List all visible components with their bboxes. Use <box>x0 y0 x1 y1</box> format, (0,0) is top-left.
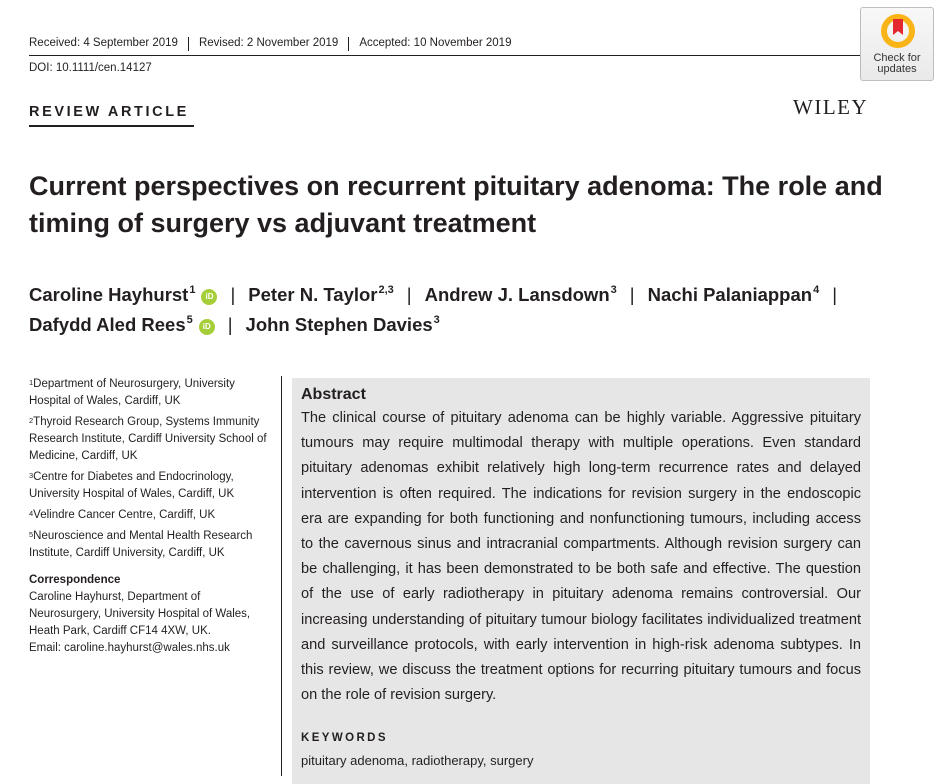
orcid-icon[interactable]: iD <box>199 319 215 335</box>
affiliations <box>29 376 274 657</box>
received-date: Received: 4 September 2019 <box>29 37 178 49</box>
author[interactable]: Andrew J. Lansdown$^3$ <box>424 284 617 305</box>
publisher-logo: WILEY <box>793 95 869 119</box>
crossmark-icon <box>880 13 916 49</box>
author[interactable]: Nachi Palaniappan$^4$ <box>647 284 820 305</box>
affiliation: $^4$Velindre Cancer Centre, Cardiff, UK <box>29 509 216 521</box>
check-for-updates-label: Check for updates <box>873 52 921 75</box>
affiliation: $^1$Department of Neurosurgery, University Hospital of Wales, Cardiff, UK <box>29 378 235 407</box>
revised-date: Revised: 2 November 2019 <box>198 37 339 49</box>
correspondence-email[interactable]: Email: caroline.hayhurst@wales.nhs.uk <box>29 642 230 654</box>
keywords: pituitary adenoma, radiotherapy, surgery <box>301 753 534 769</box>
affiliation: $^3$Centre for Diabetes and Endocrinology, University Hospital of Wales, Cardiff, UK <box>29 471 235 500</box>
doi[interactable]: DOI: 10.1111/cen.14127 <box>29 62 152 74</box>
author-separator: | <box>230 284 236 305</box>
header-rule <box>29 55 869 56</box>
abstract-body: The clinical course of pituitary adenoma can be highly variable. Aggressive pituitary tumours may require multimodal therapy with multiple operations. Even standard pituitary adenomas exhibit relatively high long-term recurrence rates and delayed intervention is often required. The indications for revision surgery in the endoscopic era are expanding for both functioning and nonfunctioning tumours, including access to the cavernous sinus and intracranial compartments. Although revision surgery can be challenging, it has been demonstrated to be both safe and effective. The question of the use of early radiotherapy in pituitary adenoma remains controversial. Our increasing understanding of pituitary tumour biology facilitates individualized treatment and surveillance protocols, with early intervention in high-risk adenoma subtypes. In this review, we discuss the treatment options for recurring pituitary tumours and focus on the role of revision surgery. <box>301 410 861 704</box>
correspondence-text: Caroline Hayhurst, Department of Neurosurgery, University Hospital of Wales, Heath Park, Cardiff CF14 4XW, UK. <box>29 591 251 637</box>
correspondence-heading: Correspondence <box>29 574 121 586</box>
affiliation: $^5$Neuroscience and Mental Health Research Institute, Cardiff University, Cardiff, UK <box>29 530 253 559</box>
author-separator: | <box>227 314 233 335</box>
author[interactable]: Caroline Hayhurst$^1$ <box>29 284 196 305</box>
abstract-heading: Abstract <box>301 386 366 403</box>
orcid-icon[interactable]: iD <box>201 289 217 305</box>
author[interactable]: Dafydd Aled Rees$^5$ <box>29 314 193 335</box>
column-divider <box>281 376 282 776</box>
article-type-underline <box>29 125 194 127</box>
author[interactable]: Peter N. Taylor$^{2,3}$ <box>248 284 394 305</box>
date-separator <box>348 37 349 51</box>
publication-dates <box>29 37 511 51</box>
author-separator: | <box>406 284 412 305</box>
author[interactable]: John Stephen Davies$^3$ <box>245 314 440 335</box>
affiliation: $^2$Thyroid Research Group, Systems Immunity Research Institute, Cardiff University School of Medicine, Cardiff, UK <box>29 416 267 462</box>
accepted-date: Accepted: 10 November 2019 <box>359 37 512 49</box>
author-separator: | <box>629 284 635 305</box>
date-separator <box>188 37 189 51</box>
author-separator: | <box>832 284 838 305</box>
check-for-updates-button[interactable] <box>860 7 934 81</box>
abstract-box <box>292 378 870 784</box>
article-title: Current perspectives on recurrent pituitary adenoma: The role and timing of surgery vs adjuvant treatment <box>29 171 883 238</box>
author-list <box>29 280 889 340</box>
keywords-heading: KEYWORDS <box>301 732 388 745</box>
article-type: REVIEW ARTICLE <box>29 104 189 120</box>
